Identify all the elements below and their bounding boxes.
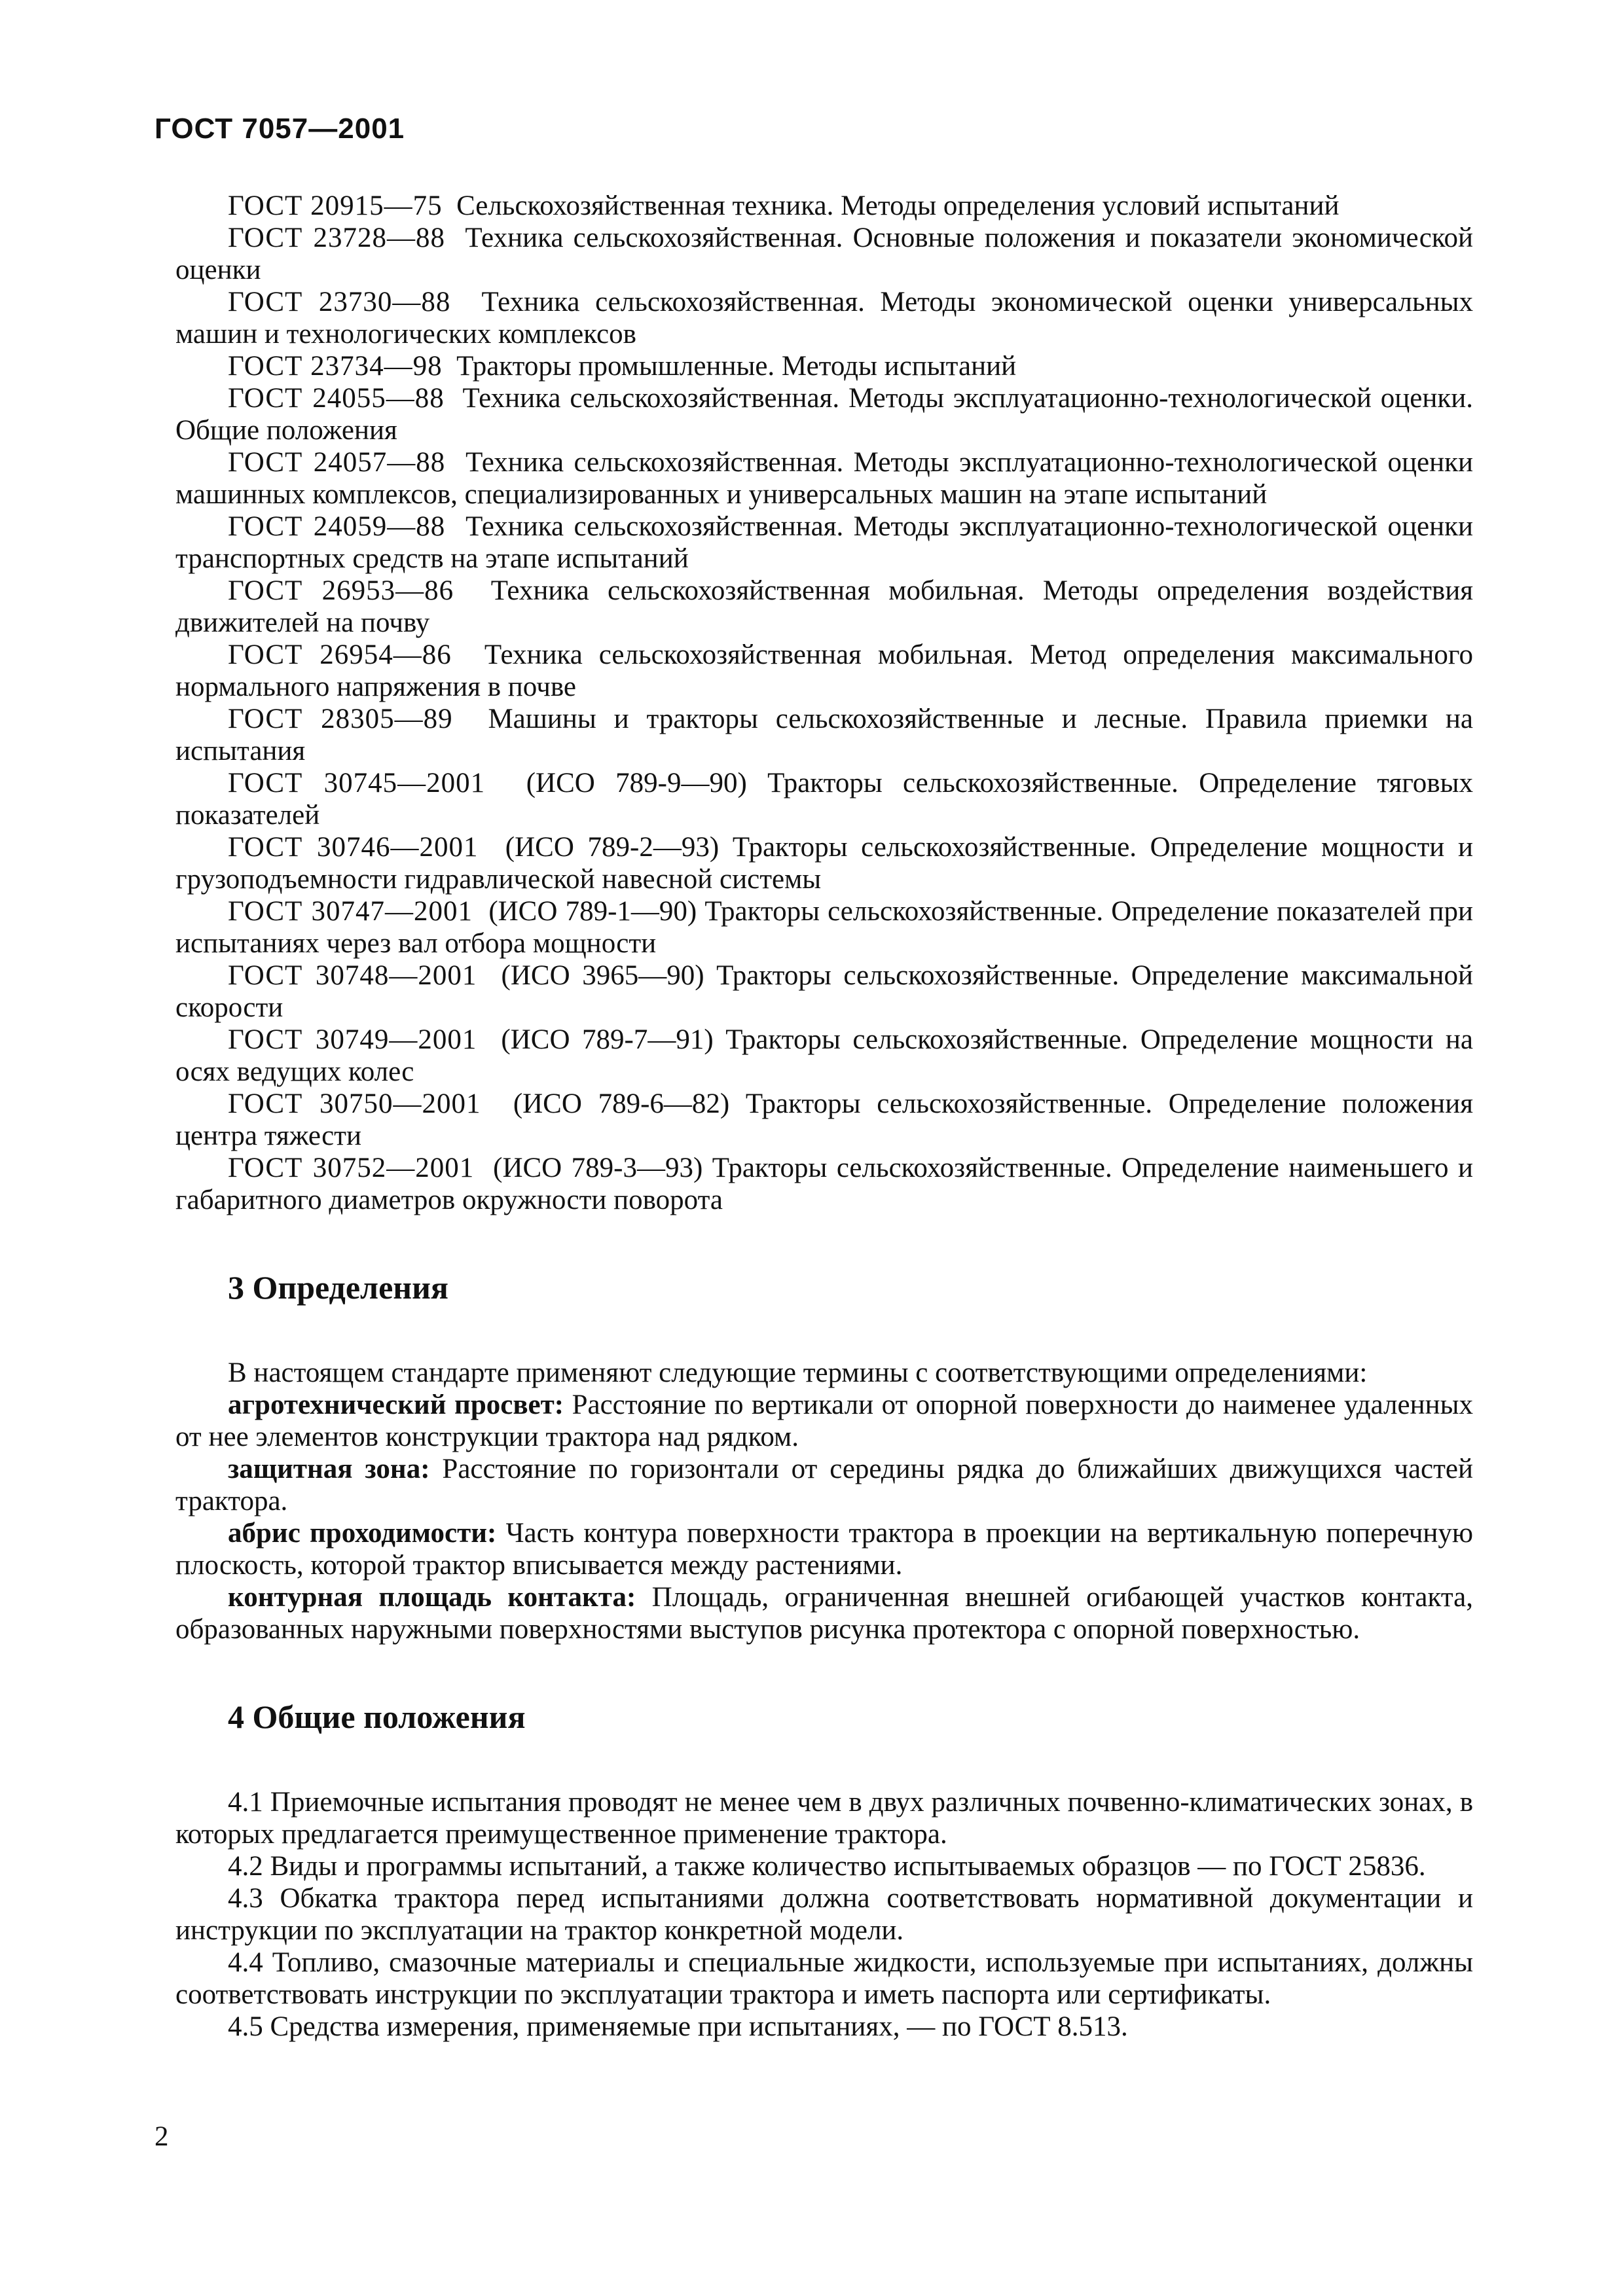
document-body: [175, 190, 1473, 2043]
reference-item: [175, 1152, 1473, 1216]
definition-text: Расстояние по горизонтали от середины рядка до ближайших движущихся частей трактора.: [175, 1454, 1474, 1516]
reference-code: ГОСТ 24057—88: [228, 447, 446, 478]
reference-item: [175, 511, 1473, 575]
definition-term: агротехнический просвет:: [228, 1390, 564, 1420]
reference-item: [175, 286, 1473, 350]
page-number: 2: [155, 2121, 169, 2152]
definition-item: [175, 1581, 1473, 1645]
reference-text: Техника сельскохозяйственная мобильная. Методы определения воздействия движителей на почву: [175, 575, 1473, 638]
reference-code: ГОСТ 26954—86: [228, 639, 452, 670]
reference-item: [175, 1024, 1473, 1088]
reference-code: ГОСТ 20915—75: [228, 190, 443, 221]
reference-code: ГОСТ 26953—86: [228, 575, 454, 606]
reference-item: [175, 831, 1473, 895]
reference-text: (ИСО 3965—90) Тракторы сельскохозяйственные. Определение максимальной скорости: [175, 960, 1473, 1023]
reference-code: ГОСТ 30752—2001: [228, 1153, 475, 1183]
reference-item: [175, 703, 1473, 767]
reference-item: [175, 222, 1473, 286]
reference-code: ГОСТ 30749—2001: [228, 1024, 477, 1055]
reference-item: [175, 767, 1473, 831]
reference-code: ГОСТ 30745—2001: [228, 768, 486, 798]
definition-text: Площадь, ограниченная внешней огибающей участков контакта, образованных наружными поверхностями выступов рисунка протектора с опорной поверхностью.: [175, 1582, 1473, 1645]
reference-text: (ИСО 789-2—93) Тракторы сельскохозяйственные. Определение мощности и грузоподъемности гидравлической навесной системы: [175, 832, 1473, 895]
definitions-section: [175, 1357, 1473, 1645]
reference-text: Техника сельскохозяйственная. Методы экономической оценки универсальных машин и технологических комплексов: [175, 287, 1473, 350]
reference-code: ГОСТ 30747—2001: [228, 896, 473, 927]
reference-item: [175, 960, 1473, 1024]
reference-item: [175, 190, 1473, 222]
section-3-title: 3 Определения: [228, 1269, 448, 1306]
reference-text: (ИСО 789-9—90) Тракторы сельскохозяйственные. Определение тяговых показателей: [175, 768, 1473, 831]
reference-code: ГОСТ 23734—98: [228, 351, 443, 382]
definition-term: абрис проходимости:: [228, 1518, 497, 1549]
definition-text: Часть контура поверхности трактора в проекции на вертикальную поперечную плоскость, которой трактор вписывается между растениями.: [175, 1518, 1474, 1581]
reference-text: (ИСО 789-1—90) Тракторы сельскохозяйственные. Определение показателей при испытаниях через вал отбора мощности: [175, 896, 1473, 959]
reference-text: Тракторы промышленные. Методы испытаний: [456, 351, 1017, 382]
definition-item: [175, 1453, 1473, 1517]
references-list: [175, 190, 1473, 1216]
reference-text: Машины и тракторы сельскохозяйственные и лесные. Правила приемки на испытания: [175, 704, 1473, 766]
clause-item: 4.3 Обкатка трактора перед испытаниями должна соответствовать нормативной документации и инструкции по эксплуатации на трактор конкретной модели.: [175, 1883, 1473, 1946]
general-provisions-section: [175, 1786, 1473, 2043]
reference-item: [175, 350, 1473, 382]
reference-text: Техника сельскохозяйственная. Основные положения и показатели экономической оценки: [175, 223, 1473, 285]
reference-code: ГОСТ 28305—89: [228, 704, 453, 734]
reference-text: (ИСО 789-7—91) Тракторы сельскохозяйственные. Определение мощности на осях ведущих колес: [175, 1024, 1473, 1087]
reference-text: Техника сельскохозяйственная. Методы эксплуатационно-технологической оценки машинных комплексов, специализированных и универсальных машин на этапе испытаний: [175, 447, 1473, 510]
reference-item: [175, 639, 1473, 703]
reference-item: [175, 446, 1473, 511]
reference-text: (ИСО 789-6—82) Тракторы сельскохозяйственные. Определение положения центра тяжести: [175, 1088, 1473, 1151]
reference-code: ГОСТ 30746—2001: [228, 832, 479, 863]
reference-text: (ИСО 789-3—93) Тракторы сельскохозяйственные. Определение наименьшего и габаритного диаметров окружности поворота: [175, 1153, 1473, 1215]
reference-code: ГОСТ 30750—2001: [228, 1088, 481, 1119]
clause-item: 4.5 Средства измерения, применяемые при испытаниях, — по ГОСТ 8.513.: [228, 2011, 1128, 2042]
reference-code: ГОСТ 24059—88: [228, 511, 446, 542]
reference-item: [175, 1088, 1473, 1152]
definitions-intro: В настоящем стандарте применяют следующие термины с соответствующими определениями:: [228, 1357, 1368, 1388]
definition-term: защитная зона:: [228, 1454, 430, 1484]
definition-text: Расстояние по вертикали от опорной поверхности до наименее удаленных от нее элементов конструкции трактора над рядком.: [175, 1390, 1473, 1452]
reference-item: [175, 895, 1473, 960]
clause-item: 4.4 Топливо, смазочные материалы и специальные жидкости, используемые при испытаниях, должны соответствовать инструкции по эксплуатации трактора и иметь паспорта или сертификаты.: [175, 1947, 1473, 2010]
reference-item: [175, 575, 1473, 639]
clause-item: 4.1 Приемочные испытания проводят не менее чем в двух различных почвенно-климатических зонах, в которых предлагается преимущественное применение трактора.: [175, 1787, 1473, 1850]
reference-text: Сельскохозяйственная техника. Методы определения условий испытаний: [456, 190, 1340, 221]
reference-text: Техника сельскохозяйственная. Методы эксплуатационно-технологической оценки. Общие положения: [175, 383, 1473, 446]
reference-text: Техника сельскохозяйственная мобильная. Метод определения максимального нормального напряжения в почве: [175, 639, 1474, 702]
clause-item: 4.2 Виды и программы испытаний, а также количество испытываемых образцов — по ГОСТ 25836.: [228, 1851, 1426, 1882]
reference-code: ГОСТ 23730—88: [228, 287, 451, 317]
reference-item: [175, 382, 1473, 446]
definition-item: [175, 1517, 1473, 1581]
document-header: ГОСТ 7057—2001: [155, 113, 405, 145]
reference-text: Техника сельскохозяйственная. Методы эксплуатационно-технологической оценки транспортных средств на этапе испытаний: [175, 511, 1473, 574]
definition-term: контурная площадь контакта:: [228, 1582, 636, 1613]
reference-code: ГОСТ 24055—88: [228, 383, 445, 414]
reference-code: ГОСТ 30748—2001: [228, 960, 477, 991]
definition-item: [175, 1389, 1473, 1453]
reference-code: ГОСТ 23728—88: [228, 223, 446, 253]
section-4-title: 4 Общие положения: [228, 1698, 526, 1735]
